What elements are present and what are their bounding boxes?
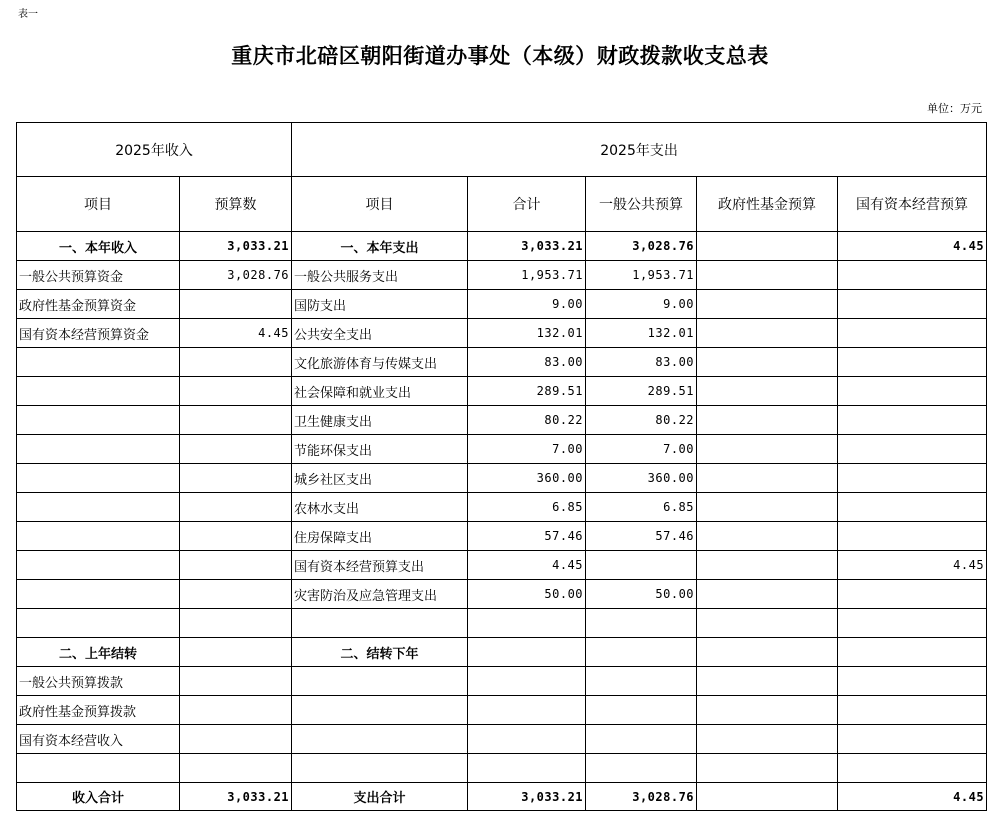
table-row: [17, 406, 987, 435]
column-header-row: [17, 177, 987, 232]
expense-total-cell: [468, 609, 586, 638]
income-item-cell: [17, 435, 180, 464]
section-row: [17, 232, 987, 261]
general-budget-cell: [586, 609, 697, 638]
expense-total-cell: [468, 638, 586, 667]
general-budget-cell: [586, 551, 697, 580]
income-item-cell: [17, 464, 180, 493]
col-header-income-item: 项目: [17, 177, 180, 232]
income-amount-cell: [180, 580, 292, 609]
general-budget-cell: [586, 696, 697, 725]
general-budget-cell: 360.00: [586, 464, 697, 493]
expense-total-cell: 9.00: [468, 290, 586, 319]
table-row: [17, 493, 987, 522]
table-row: [17, 580, 987, 609]
table-row: [17, 377, 987, 406]
income-item-cell: 政府性基金预算资金: [17, 290, 180, 319]
income-item-cell: 收入合计: [17, 783, 180, 811]
general-budget-cell: 3,028.76: [586, 783, 697, 811]
income-amount-cell: [180, 435, 292, 464]
state-capital-budget-cell: [838, 580, 987, 609]
expense-total-cell: [468, 667, 586, 696]
expense-total-cell: 3,033.21: [468, 783, 586, 811]
income-item-cell: [17, 754, 180, 783]
expense-item-cell: 社会保障和就业支出: [292, 377, 468, 406]
table-row: [17, 261, 987, 290]
fund-budget-cell: [697, 696, 838, 725]
state-capital-budget-cell: [838, 696, 987, 725]
state-capital-budget-cell: [838, 754, 987, 783]
fund-budget-cell: [697, 348, 838, 377]
expense-total-cell: 57.46: [468, 522, 586, 551]
income-item-cell: [17, 580, 180, 609]
state-capital-budget-cell: 4.45: [838, 783, 987, 811]
table-number-tag: 表一: [18, 9, 38, 20]
table-row: [17, 551, 987, 580]
income-item-cell: 一般公共预算资金: [17, 261, 180, 290]
general-budget-cell: 3,028.76: [586, 232, 697, 261]
income-amount-cell: 4.45: [180, 319, 292, 348]
expense-item-cell: 公共安全支出: [292, 319, 468, 348]
expense-total-cell: 6.85: [468, 493, 586, 522]
general-budget-cell: 9.00: [586, 290, 697, 319]
state-capital-budget-cell: [838, 609, 987, 638]
income-item-cell: [17, 406, 180, 435]
expense-total-cell: 4.45: [468, 551, 586, 580]
expense-total-cell: 3,033.21: [468, 232, 586, 261]
table-row: [17, 319, 987, 348]
expense-item-cell: 灾害防治及应急管理支出: [292, 580, 468, 609]
income-item-cell: 国有资本经营预算资金: [17, 319, 180, 348]
general-budget-cell: [586, 638, 697, 667]
expense-item-cell: 住房保障支出: [292, 522, 468, 551]
fund-budget-cell: [697, 232, 838, 261]
fund-budget-cell: [697, 493, 838, 522]
state-capital-budget-cell: [838, 464, 987, 493]
fund-budget-cell: [697, 406, 838, 435]
expense-total-cell: [468, 754, 586, 783]
general-budget-cell: 1,953.71: [586, 261, 697, 290]
income-amount-cell: [180, 406, 292, 435]
col-header-expense-item: 项目: [292, 177, 468, 232]
income-item-cell: 二、上年结转: [17, 638, 180, 667]
general-budget-cell: 50.00: [586, 580, 697, 609]
table-row: [17, 754, 987, 783]
group-header-row: [17, 123, 987, 177]
expense-total-cell: 50.00: [468, 580, 586, 609]
state-capital-budget-cell: 4.45: [838, 551, 987, 580]
expense-item-cell: 一、本年支出: [292, 232, 468, 261]
expense-total-cell: 132.01: [468, 319, 586, 348]
expense-item-cell: 支出合计: [292, 783, 468, 811]
expense-total-cell: [468, 696, 586, 725]
budget-summary-table: [16, 122, 987, 811]
fund-budget-cell: [697, 580, 838, 609]
fund-budget-cell: [697, 638, 838, 667]
state-capital-budget-cell: [838, 725, 987, 754]
income-amount-cell: [180, 551, 292, 580]
fund-budget-cell: [697, 522, 838, 551]
table-row: [17, 725, 987, 754]
state-capital-budget-cell: [838, 667, 987, 696]
income-item-cell: [17, 609, 180, 638]
state-capital-budget-cell: [838, 348, 987, 377]
income-item-cell: [17, 522, 180, 551]
page-title: 重庆市北碚区朝阳街道办事处（本级）财政拨款收支总表: [231, 43, 769, 68]
income-item-cell: 国有资本经营收入: [17, 725, 180, 754]
table-row: [17, 667, 987, 696]
col-header-state-capital-budget: 国有资本经营预算: [838, 177, 987, 232]
expense-total-cell: 80.22: [468, 406, 586, 435]
income-item-cell: [17, 551, 180, 580]
col-header-general-budget: 一般公共预算: [586, 177, 697, 232]
fund-budget-cell: [697, 667, 838, 696]
income-item-cell: [17, 493, 180, 522]
expense-item-cell: 一般公共服务支出: [292, 261, 468, 290]
income-item-cell: [17, 348, 180, 377]
expense-item-cell: [292, 667, 468, 696]
state-capital-budget-cell: [838, 638, 987, 667]
income-amount-cell: [180, 348, 292, 377]
expense-item-cell: [292, 696, 468, 725]
income-amount-cell: [180, 493, 292, 522]
income-amount-cell: [180, 290, 292, 319]
fund-budget-cell: [697, 464, 838, 493]
col-header-income-budget: 预算数: [180, 177, 292, 232]
income-item-cell: 政府性基金预算拨款: [17, 696, 180, 725]
table-row: [17, 696, 987, 725]
expense-item-cell: [292, 609, 468, 638]
table-row: [17, 522, 987, 551]
state-capital-budget-cell: [838, 522, 987, 551]
expense-total-cell: 7.00: [468, 435, 586, 464]
expense-total-cell: 1,953.71: [468, 261, 586, 290]
income-item-cell: 一、本年收入: [17, 232, 180, 261]
expense-item-cell: 国有资本经营预算支出: [292, 551, 468, 580]
income-amount-cell: [180, 377, 292, 406]
expense-item-cell: 节能环保支出: [292, 435, 468, 464]
expense-item-cell: 二、结转下年: [292, 638, 468, 667]
col-header-total: 合计: [468, 177, 586, 232]
fund-budget-cell: [697, 609, 838, 638]
income-amount-cell: [180, 667, 292, 696]
general-budget-cell: [586, 754, 697, 783]
table-row: [17, 348, 987, 377]
fund-budget-cell: [697, 725, 838, 754]
state-capital-budget-cell: [838, 406, 987, 435]
expense-item-cell: 卫生健康支出: [292, 406, 468, 435]
state-capital-budget-cell: [838, 261, 987, 290]
income-amount-cell: [180, 609, 292, 638]
expense-item-cell: [292, 754, 468, 783]
expense-total-cell: 83.00: [468, 348, 586, 377]
expense-item-cell: 国防支出: [292, 290, 468, 319]
fund-budget-cell: [697, 783, 838, 811]
income-item-cell: [17, 377, 180, 406]
expense-total-cell: [468, 725, 586, 754]
expense-item-cell: 农林水支出: [292, 493, 468, 522]
state-capital-budget-cell: [838, 290, 987, 319]
unit-label: 单位：万元: [927, 102, 982, 115]
general-budget-cell: 289.51: [586, 377, 697, 406]
general-budget-cell: 7.00: [586, 435, 697, 464]
table-row: [17, 290, 987, 319]
general-budget-cell: 83.00: [586, 348, 697, 377]
income-amount-cell: [180, 522, 292, 551]
fund-budget-cell: [697, 754, 838, 783]
col-header-fund-budget: 政府性基金预算: [697, 177, 838, 232]
expense-item-cell: 文化旅游体育与传媒支出: [292, 348, 468, 377]
table-row: [17, 609, 987, 638]
table-row: [17, 435, 987, 464]
total-row: [17, 783, 987, 811]
expense-item-cell: [292, 725, 468, 754]
table-row: [17, 464, 987, 493]
general-budget-cell: [586, 667, 697, 696]
state-capital-budget-cell: [838, 493, 987, 522]
general-budget-cell: 80.22: [586, 406, 697, 435]
state-capital-budget-cell: 4.45: [838, 232, 987, 261]
fund-budget-cell: [697, 551, 838, 580]
general-budget-cell: 57.46: [586, 522, 697, 551]
general-budget-cell: [586, 725, 697, 754]
state-capital-budget-cell: [838, 377, 987, 406]
fund-budget-cell: [697, 435, 838, 464]
section-row: [17, 638, 987, 667]
state-capital-budget-cell: [838, 319, 987, 348]
fund-budget-cell: [697, 377, 838, 406]
income-amount-cell: 3,033.21: [180, 232, 292, 261]
fund-budget-cell: [697, 319, 838, 348]
expense-total-cell: 360.00: [468, 464, 586, 493]
expense-item-cell: 城乡社区支出: [292, 464, 468, 493]
income-amount-cell: [180, 696, 292, 725]
income-amount-cell: 3,028.76: [180, 261, 292, 290]
income-amount-cell: [180, 464, 292, 493]
fund-budget-cell: [697, 290, 838, 319]
income-amount-cell: 3,033.21: [180, 783, 292, 811]
income-amount-cell: [180, 638, 292, 667]
fund-budget-cell: [697, 261, 838, 290]
income-item-cell: 一般公共预算拨款: [17, 667, 180, 696]
income-amount-cell: [180, 754, 292, 783]
state-capital-budget-cell: [838, 435, 987, 464]
general-budget-cell: 132.01: [586, 319, 697, 348]
income-group-header: 2025年收入: [17, 123, 292, 177]
income-amount-cell: [180, 725, 292, 754]
expense-total-cell: 289.51: [468, 377, 586, 406]
general-budget-cell: 6.85: [586, 493, 697, 522]
expense-group-header: 2025年支出: [292, 123, 987, 177]
